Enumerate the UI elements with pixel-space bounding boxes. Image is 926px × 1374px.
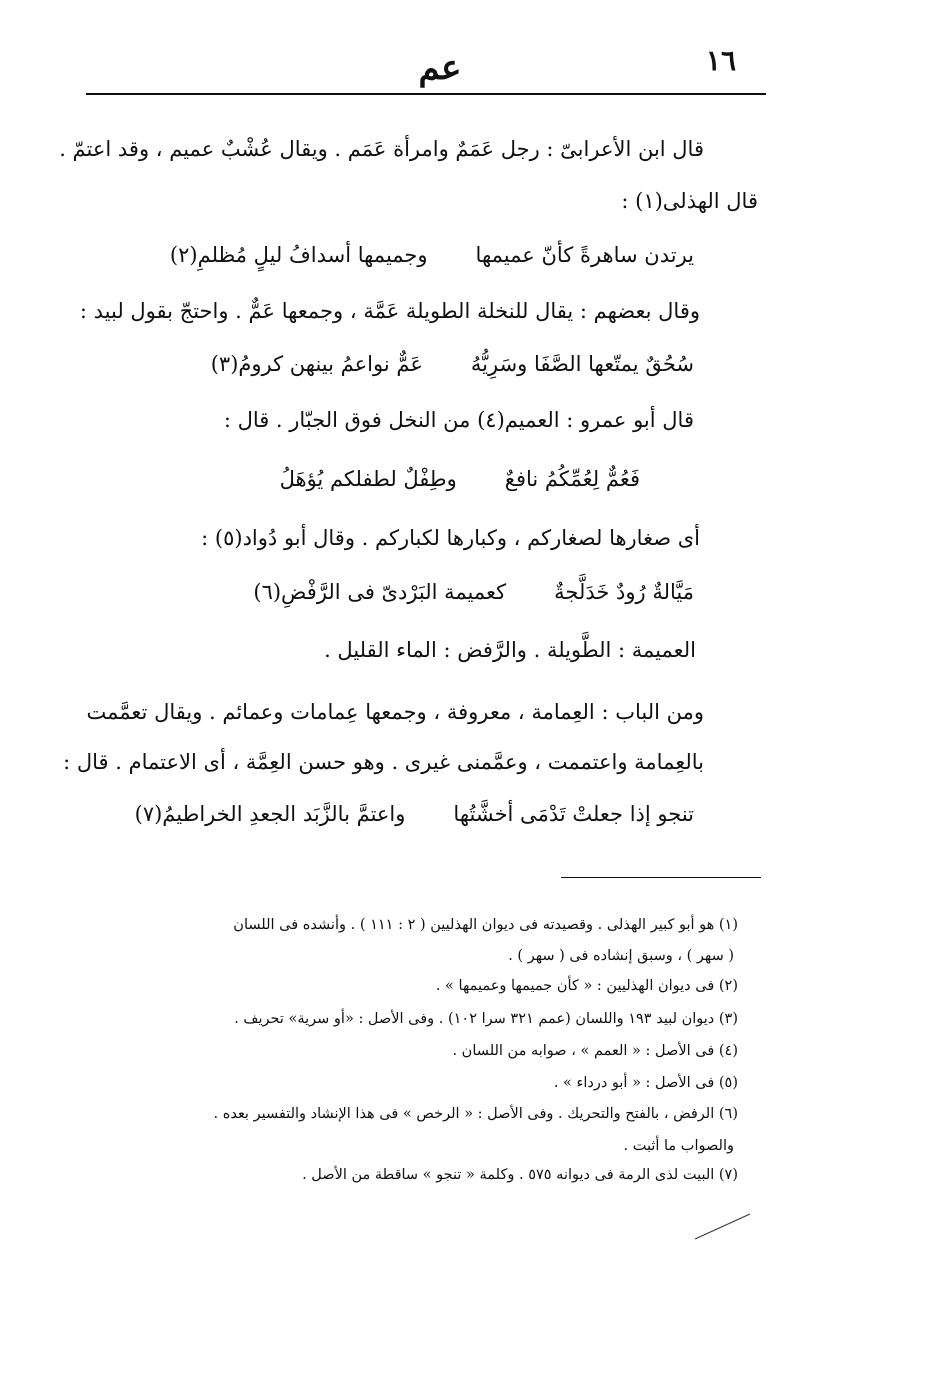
header-divider [86,93,766,95]
verse-3 [280,464,640,494]
footnote-6-line-2: والصواب ما أثبت . [623,1138,734,1154]
body-line-2: قال الهذلى(١) : [621,189,758,213]
body-line-8: بالعِمامة واعتممت ، وعمَّمنى غيرى . وهو حسن العِمَّة ، أى الاعتمام . قال : [63,750,704,774]
verse-1 [170,240,694,270]
verse-4-first-hemistich: مَيَّالةٌ رُودٌ خَدَلَّجةٌ [554,580,694,604]
footnote-1-line-1: (١) هو أبو كبير الهذلى . وقصيدته فى ديوان الهذليين ( ٢ : ١١١ ) . وأنشده فى اللسان [233,917,738,933]
body-line-4: قال أبو عمرو : العميم(٤) من النخل فوق الجبّار . قال : [223,408,694,432]
body-line-6: العميمة : الطَّويلة . والرَّفض : الماء القليل . [324,638,696,662]
verse-2 [211,349,694,379]
verse-4-second-hemistich: كعميمة البَرْدىّ فى الرَّفْضِ(٦) [253,580,507,604]
verse-1-second-hemistich: وجميمها أسدافُ ليلٍ مُظلمِ(٢) [169,243,428,267]
verse-5 [135,799,694,829]
verse-3-first-hemistich: فَعُمٌّ لِعُمِّكُمُ نافعٌ [504,467,640,491]
footnote-3: (٣) ديوان لبيد ١٩٣ واللسان (عمم ٣٢١ سرا ١٠٢) . وفى الأصل : «أو سرية» تحريف . [234,1011,738,1027]
verse-4 [253,577,694,607]
page-number: ١٦ [705,44,736,77]
body-line-7: ومن الباب : العِمامة ، معروفة ، وجمعها عِمامات وعمائم . ويقال تعمَّمت [86,700,704,724]
entry-heading: عم [418,48,462,88]
footnote-5: (٥) فى الأصل : « أبو درداء » . [553,1075,738,1091]
verse-5-second-hemistich: واعتمَّ بالزَّبَد الجعدِ الخراطيمُ(٧) [134,802,406,826]
body-line-1: قال ابن الأعرابىّ : رجل عَمَمٌ وامرأة عَمَم . ويقال عُشْبٌ عميم ، وقد اعتمّ . [59,137,704,161]
footnote-divider [561,877,761,878]
body-line-3: وقال بعضهم : يقال للنخلة الطويلة عَمَّة ، وجمعها عَمٌّ . واحتجّ بقول لبيد : [79,299,700,323]
footnote-1-line-2: ( سهر ) ، وسبق إنشاده فى ( سهر ) . [508,948,734,964]
footnote-2: (٢) فى ديوان الهذليين : « كأن جميمها وعميمها » . [435,978,738,994]
verse-2-second-hemistich: عَمٌّ نواعمُ بينهن كرومُ(٣) [210,352,423,376]
footnote-7: (٧) البيت لذى الرمة فى ديوانه ٥٧٥ . وكلمة « تنجو » ساقطة من الأصل . [302,1167,738,1183]
verse-1-first-hemistich: يرتدن ساهرةً كأنّ عميمها [475,243,694,267]
body-line-5: أى صغارها لصغاركم ، وكبارها لكباركم . وقال أبو دُواد(٥) : [201,526,700,550]
footnote-6-line-1: (٦) الرفض ، بالفتح والتحريك . وفى الأصل : « الرخص » فى هذا الإنشاد والتفسير بعده . [213,1106,738,1122]
pen-stroke-mark [694,1212,752,1240]
footnote-4: (٤) فى الأصل : « العمم » ، صوابه من اللسان . [452,1043,738,1059]
verse-3-second-hemistich: وطِفْلٌ لطفلكم يُؤهَلُ [279,467,457,491]
verse-2-first-hemistich: سُحُقٌ يمتّعها الصَّفَا وسَرِيُّهُ [470,352,694,376]
verse-5-first-hemistich: تنجو إذا جعلتْ تَدْمَى أخشَّتُها [453,802,694,826]
